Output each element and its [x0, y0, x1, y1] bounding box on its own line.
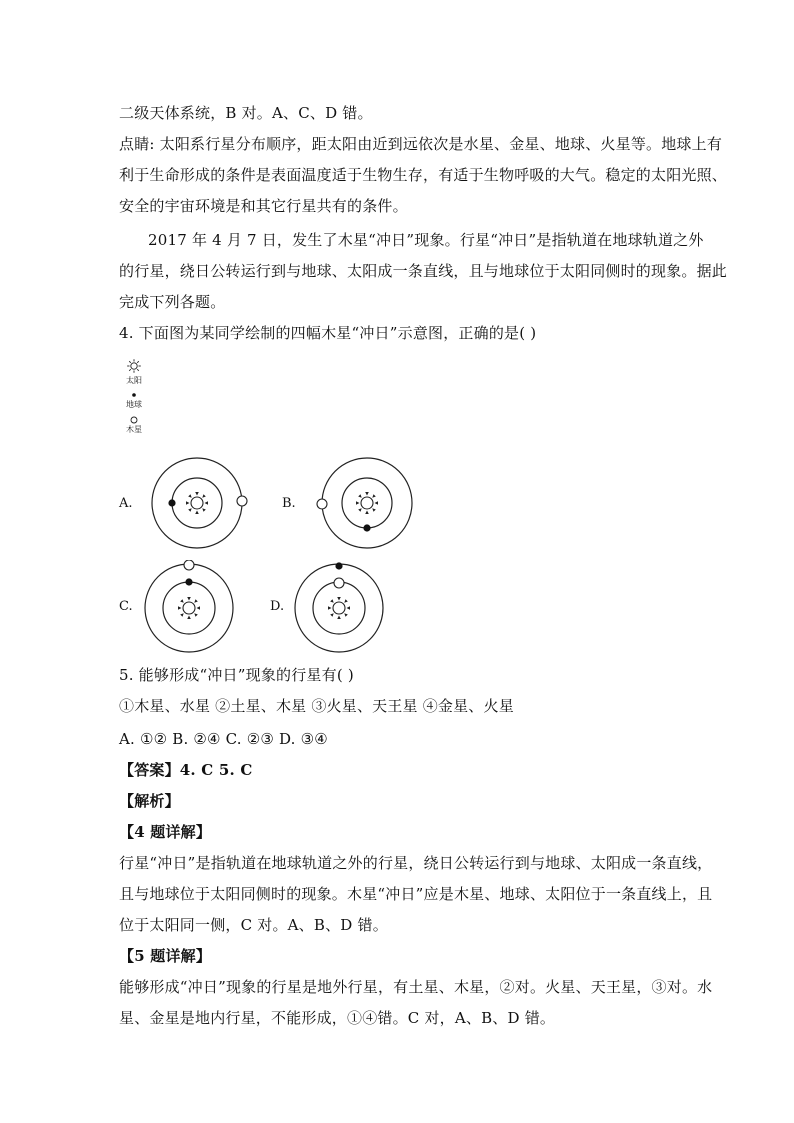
- question-5-stem: 5. 能够形成“冲日”现象的行星有( ): [119, 666, 354, 684]
- paragraph-line: 的行星，绕日公转运行到与地球、太阳成一条直线，且与地球位于太阳同侧时的现象。据此: [119, 262, 728, 280]
- diagram-b: [311, 457, 421, 551]
- question-5-choices: ①木星、水星 ②土星、木星 ③火星、天王星 ④金星、火星: [119, 697, 514, 715]
- paragraph-line: 2017 年 4 月 7 日，发生了木星“冲日”现象。行星“冲日”是指轨道在地球轨道之外: [148, 231, 704, 249]
- paragraph-line: 点睛: 太阳系行星分布顺序，距太阳由近到远依次是水星、金星、地球、火星等。地球上有: [119, 135, 723, 153]
- diagram-a-label: A.: [119, 496, 133, 511]
- jupiter-icon: [184, 560, 194, 570]
- sun-icon: [186, 492, 208, 514]
- q5-detail-heading: 【5 题详解】: [119, 947, 212, 965]
- diagram-b-label: B.: [282, 496, 296, 511]
- legend-earth-label: 地球: [126, 400, 142, 409]
- answer-line: 【答案】4. C 5. C: [119, 761, 253, 779]
- diagram-a: [147, 457, 257, 551]
- q5-detail-line: 星、金星是地内行星，不能形成，①④错。C 对，A、B、D 错。: [119, 1009, 556, 1027]
- q4-detail-line: 行星“冲日”是指轨道在地球轨道之外的行星，绕日公转运行到与地球、太阳成一条直线，: [119, 854, 713, 872]
- jupiter-icon: [131, 417, 137, 423]
- earth-icon: [363, 524, 370, 531]
- paragraph-line: 利于生命形成的条件是表面温度适于生物生存，有适于生物呼吸的大气。稳定的太阳光照、: [119, 166, 728, 184]
- diagram-legend: [120, 358, 150, 438]
- q5-detail-line: 能够形成“冲日”现象的行星是地外行星，有土星、木星，②对。火星、天王星，③对。水: [119, 978, 713, 996]
- paragraph-line: 二级天体系统，B 对。A、C、D 错。: [119, 104, 373, 122]
- earth-icon: [335, 562, 342, 569]
- diagram-d-label: D.: [270, 599, 285, 614]
- jupiter-icon: [317, 499, 327, 509]
- q4-detail-heading: 【4 题详解】: [119, 823, 212, 841]
- diagram-d: [291, 560, 391, 660]
- earth-icon: [185, 578, 192, 585]
- q4-detail-line: 位于太阳同一侧，C 对。A、B、D 错。: [119, 916, 388, 934]
- sun-icon: [328, 597, 350, 619]
- jupiter-icon: [334, 578, 344, 588]
- paragraph-line: 安全的宇宙环境是和其它行星共有的条件。: [119, 197, 408, 215]
- sun-icon: [178, 597, 200, 619]
- earth-icon: [168, 499, 175, 506]
- question-5-options: A. ①② B. ②④ C. ②③ D. ③④: [119, 730, 328, 748]
- earth-icon: [132, 393, 136, 397]
- sun-icon: [356, 492, 378, 514]
- legend-sun-label: 太阳: [126, 376, 142, 385]
- diagram-c: [141, 560, 241, 660]
- analysis-heading: 【解析】: [119, 792, 180, 810]
- question-4-stem: 4. 下面图为某同学绘制的四幅木星“冲日”示意图，正确的是( ): [119, 324, 537, 342]
- jupiter-icon: [237, 496, 247, 506]
- paragraph-line: 完成下列各题。: [119, 293, 226, 311]
- q4-detail-line: 且与地球位于太阳同侧时的现象。木星“冲日”应是木星、地球、太阳位于一条直线上，且: [119, 885, 713, 903]
- legend-jupiter-label: 木星: [126, 425, 142, 434]
- diagram-c-label: C.: [119, 599, 133, 614]
- sun-icon: [127, 359, 141, 373]
